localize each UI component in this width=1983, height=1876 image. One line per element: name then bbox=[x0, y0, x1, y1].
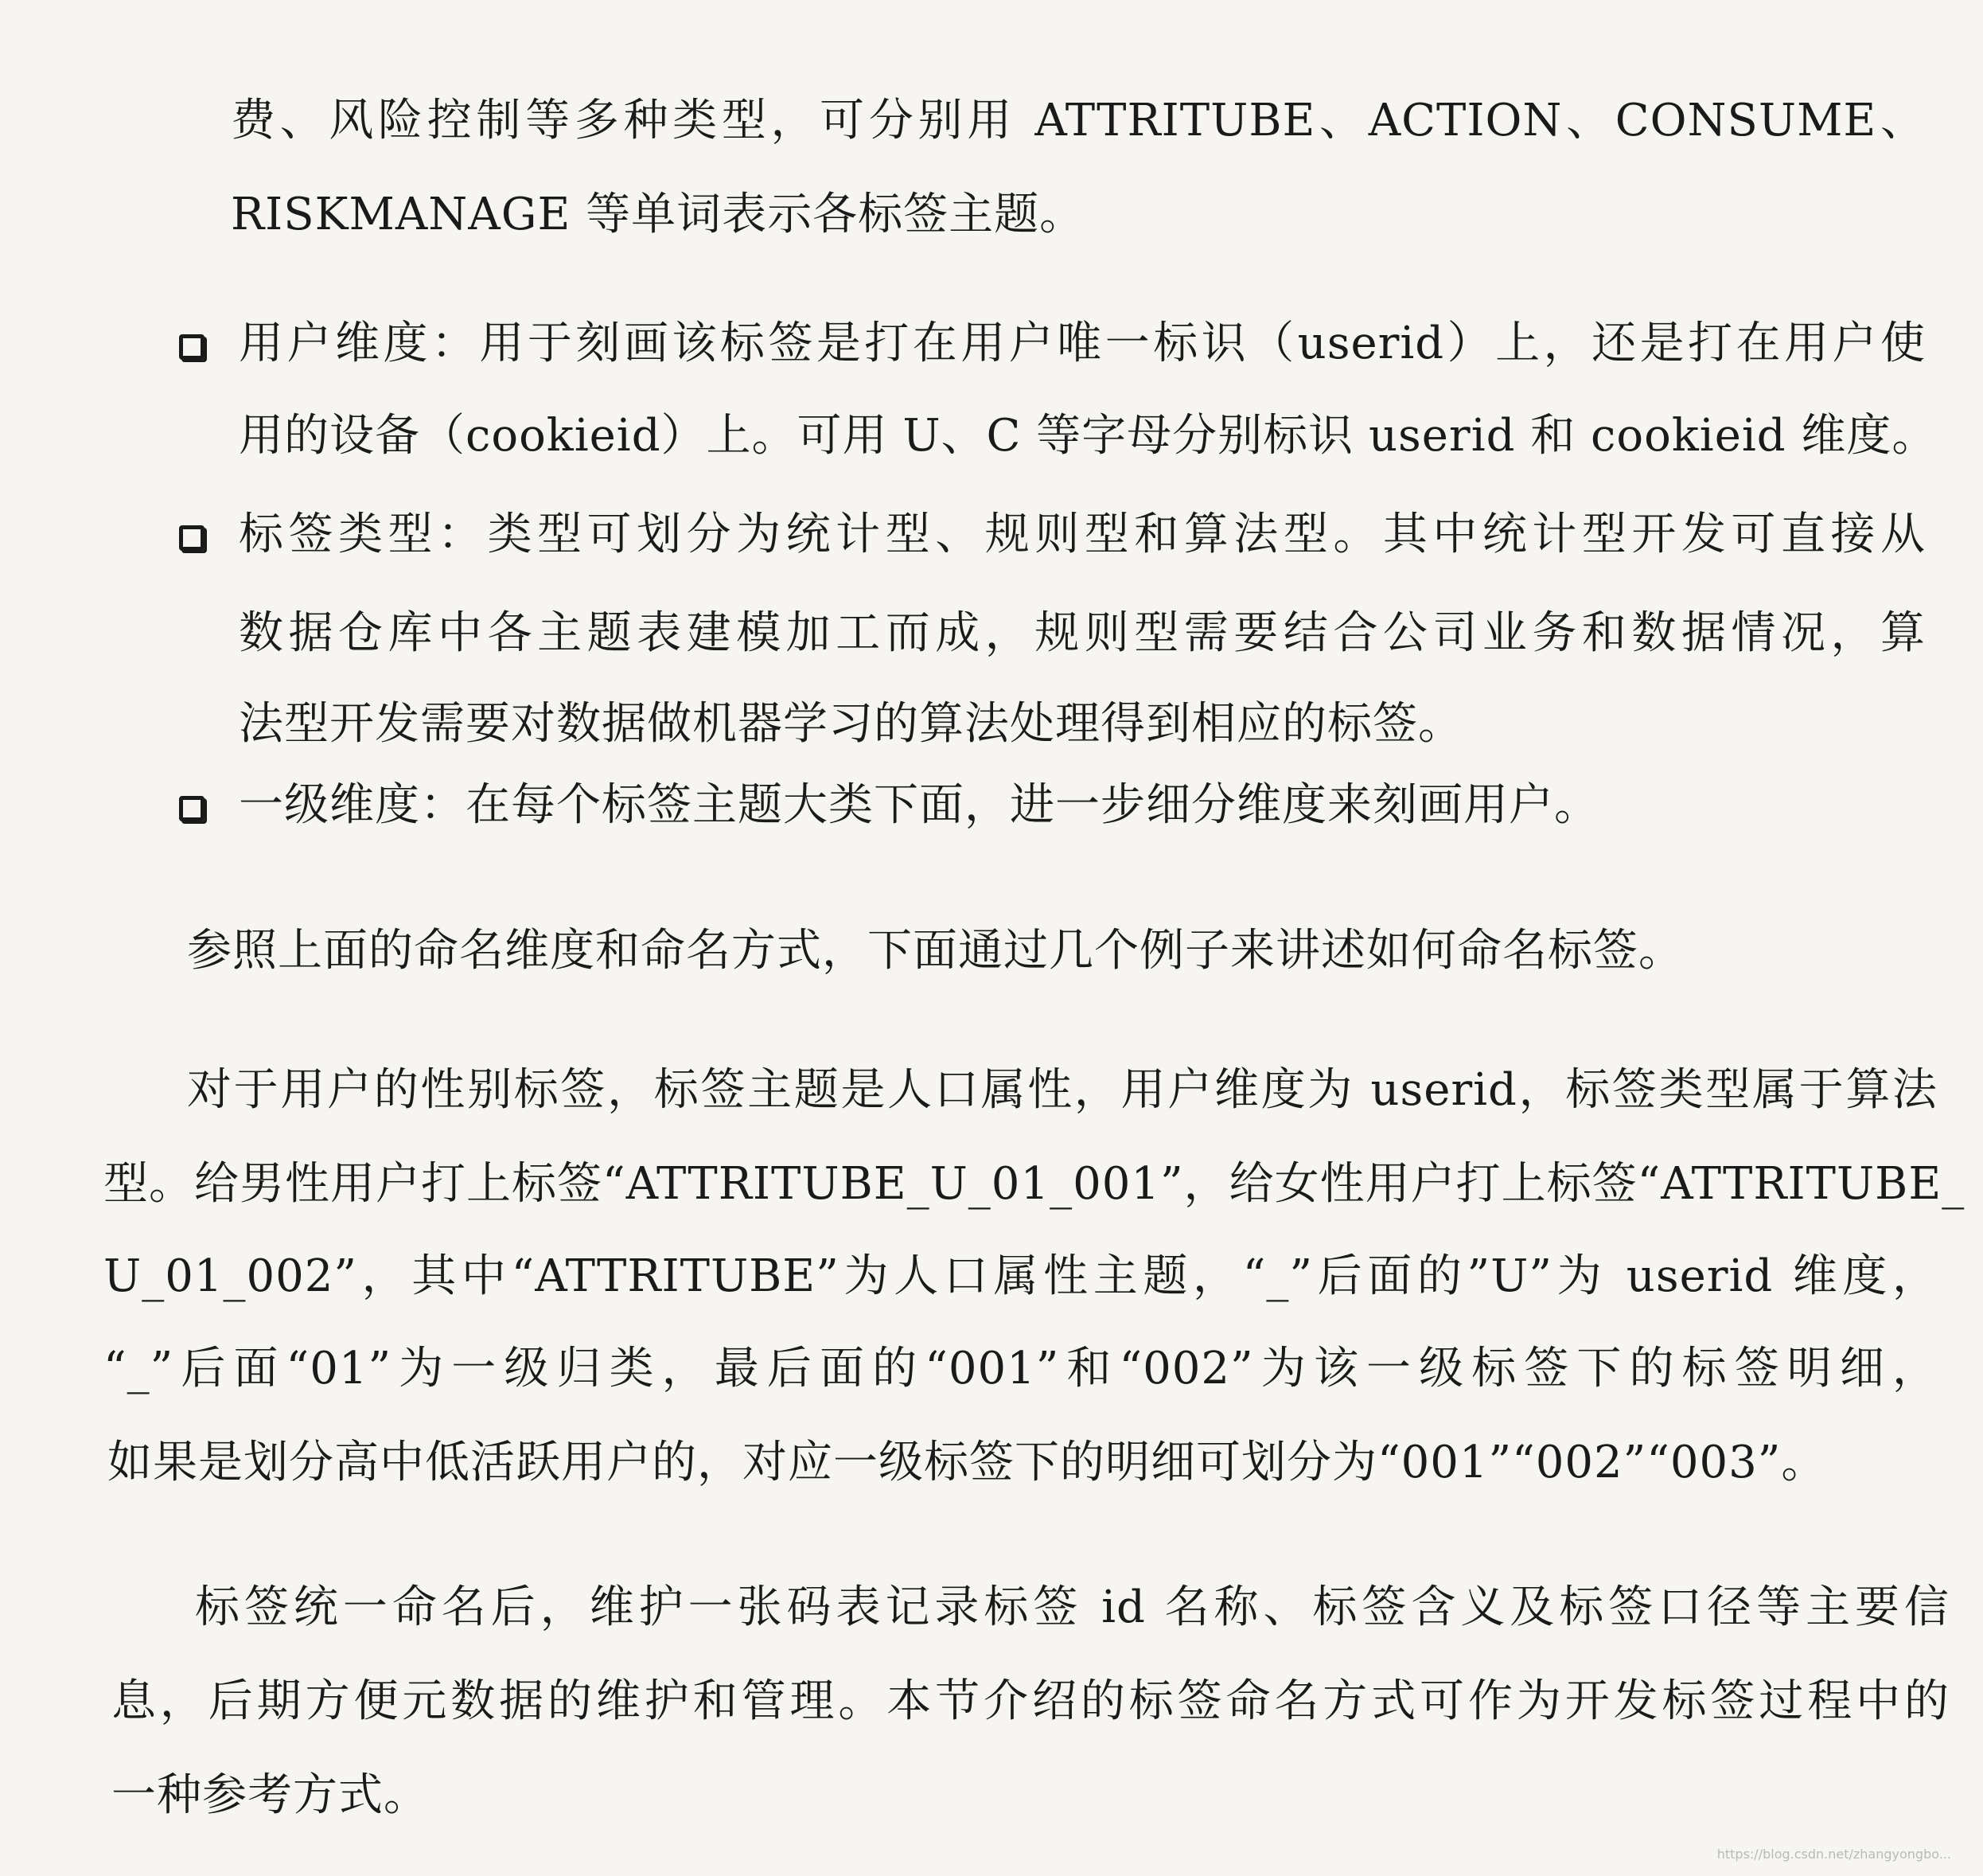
text-line: 对于用户的性别标签，标签主题是人口属性，用户维度为 userid，标签类型属于算法 bbox=[187, 1064, 1938, 1116]
text-line: 参照上面的命名维度和命名方式，下面通过几个例子来讲述如何命名标签。 bbox=[187, 925, 1684, 977]
text-line: 用户维度：用于刻画该标签是打在用户唯一标识（userid）上，还是打在用户使 bbox=[239, 318, 1926, 369]
text-line: 法型开发需要对数据做机器学习的算法处理得到相应的标签。 bbox=[239, 698, 1463, 750]
text-line: 如果是划分高中低活跃用户的，对应一级标签下的明细可划分为“001”“002”“003”。 bbox=[107, 1437, 1827, 1488]
text-line: 一级维度：在每个标签主题大类下面，进一步细分维度来刻画用户。 bbox=[239, 779, 1599, 831]
checkbox-bullet-icon bbox=[179, 525, 205, 551]
text-line: 用的设备（cookieid）上。可用 U、C 等字母分别标识 userid 和 cookieid 维度。 bbox=[239, 410, 1938, 462]
text-line: 息，后期方便元数据的维护和管理。本节介绍的标签命名方式可作为开发标签过程中的 bbox=[111, 1675, 1950, 1727]
text-line: 数据仓库中各主题表建模加工而成，规则型需要结合公司业务和数据情况，算 bbox=[239, 607, 1926, 659]
checkbox-bullet-icon bbox=[179, 796, 205, 821]
watermark: https://blog.csdn.net/zhangyongbo... bbox=[1716, 1847, 1951, 1862]
text-line: RISKMANAGE 等单词表示各标签主题。 bbox=[231, 189, 1085, 240]
checkbox-bullet-icon bbox=[179, 334, 205, 360]
text-line: 标签统一命名后，维护一张码表记录标签 id 名称、标签含义及标签口径等主要信 bbox=[195, 1582, 1950, 1633]
text-line: 标签类型：类型可划分为统计型、规则型和算法型。其中统计型开发可直接从 bbox=[239, 509, 1926, 560]
text-line: “_”后面“01”为一级归类，最后面的“001”和“002”为该一级标签下的标签明细， bbox=[103, 1343, 1938, 1394]
text-line: 型。给男性用户打上标签“ATTRITUBE_U_01_001”，给女性用户打上标签“ATTRITUBE_ bbox=[103, 1158, 1965, 1210]
text-line: 费、风险控制等多种类型，可分别用 ATTRITUBE、ACTION、CONSUME、 bbox=[231, 95, 1926, 146]
text-line: U_01_002”，其中“ATTRITUBE”为人口属性主题，“_”后面的”U”为 userid 维度， bbox=[103, 1250, 1938, 1302]
text-line: 一种参考方式。 bbox=[111, 1769, 429, 1821]
